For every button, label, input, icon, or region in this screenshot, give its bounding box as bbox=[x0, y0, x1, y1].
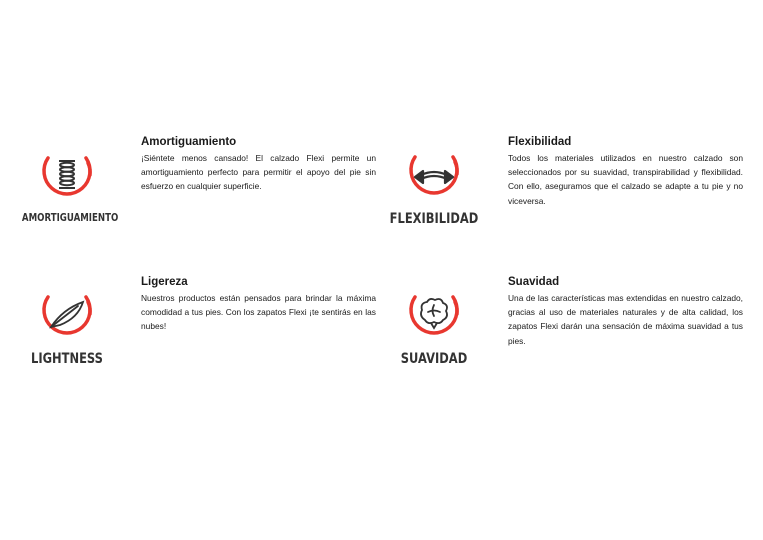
feature-amortiguamiento-icon-block bbox=[12, 146, 122, 224]
cotton-icon bbox=[405, 285, 463, 343]
feature-title: Suavidad bbox=[508, 276, 560, 288]
feature-flexibilidad-icon-block bbox=[379, 145, 489, 227]
feature-ligereza-text bbox=[141, 276, 376, 334]
feature-caption: AMORTIGUAMIENTO bbox=[21, 212, 119, 224]
feature-suavidad-text bbox=[508, 276, 743, 348]
spring-icon bbox=[38, 146, 96, 204]
feather-icon bbox=[38, 285, 96, 343]
feature-description: ¡Siéntete menos cansado! El calzado Flexi permite un amortiguamiento perfecto para permitir el apoyo del pie sin esfuerzo en cualquier superficie. bbox=[141, 153, 376, 192]
feature-title: Ligereza bbox=[141, 276, 188, 288]
flex-arrows-icon bbox=[405, 145, 463, 203]
feature-ligereza-icon-block bbox=[12, 285, 122, 367]
feature-caption: FLEXIBILIDAD bbox=[389, 211, 479, 227]
feature-description: Nuestros productos están pensados para brindar la máxima comodidad a tus pies. Con los zapatos Flexi ¡te sentirás en las nubes! bbox=[141, 293, 376, 332]
feature-description: Una de las características mas extendidas en nuestro calzado, gracias al uso de materiales naturales y de alta calidad, los zapatos Flexi darán una sensación de máxima suavidad a tus pies. bbox=[508, 293, 743, 346]
feature-title: Flexibilidad bbox=[508, 136, 572, 148]
feature-caption: SUAVIDAD bbox=[400, 351, 468, 367]
feature-suavidad-icon-block bbox=[379, 285, 489, 367]
feature-amortiguamiento-text bbox=[141, 136, 376, 194]
feature-caption: LIGHTNESS bbox=[31, 351, 103, 367]
feature-description: Todos los materiales utilizados en nuestro calzado son seleccionados por su suavidad, transpirabilidad y flexibilidad. Con ello, aseguramos que el calzado se adapte a tu pie y no viceversa. bbox=[508, 153, 743, 206]
feature-flexibilidad-text bbox=[508, 136, 743, 208]
feature-title: Amortiguamiento bbox=[141, 136, 237, 148]
